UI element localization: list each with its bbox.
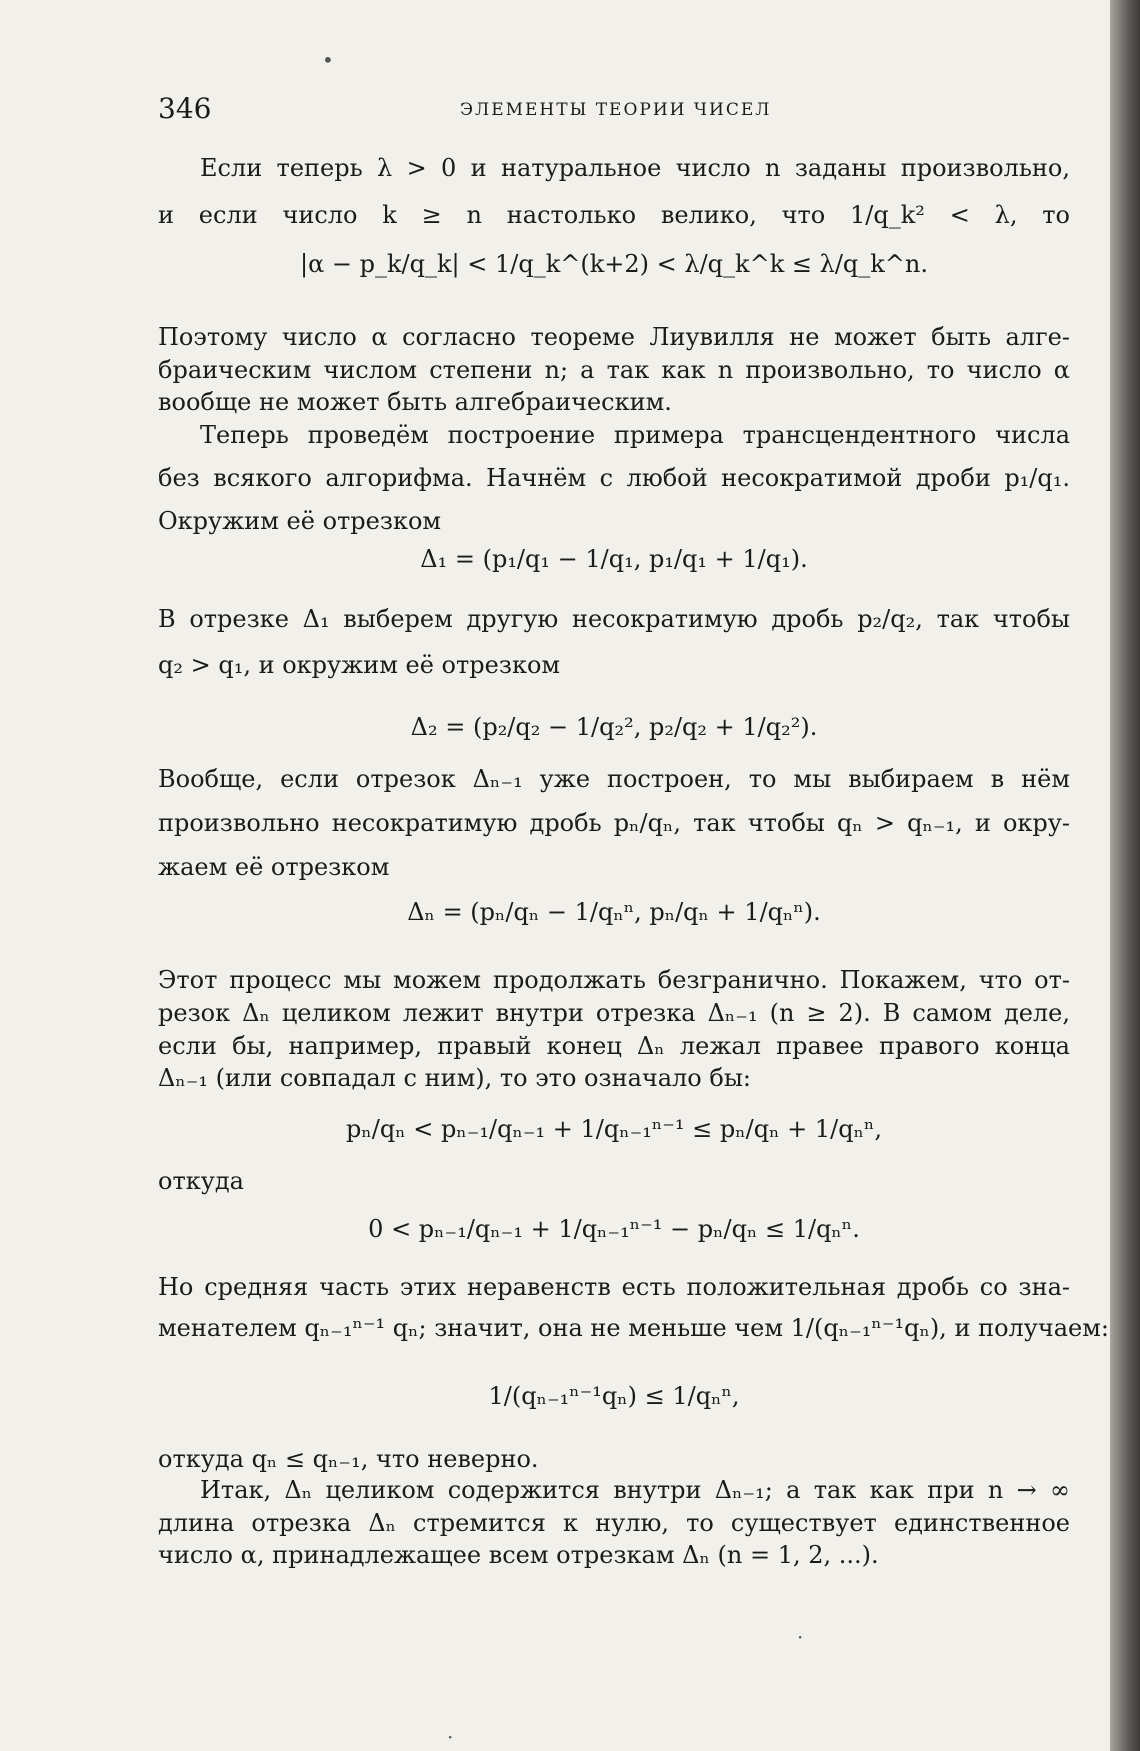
text-line: число α, принадлежащее всем отрезкам Δₙ (n = 1, 2, ...). bbox=[158, 1541, 879, 1569]
text-line: без всякого алгорифма. Начнём с любой несократимой дроби p₁/q₁. bbox=[158, 464, 1070, 492]
text-line: Теперь проведём построение примера трансцендентного числа bbox=[200, 421, 1070, 449]
text-line: произвольно несократимую дробь pₙ/qₙ, так чтобы qₙ > qₙ₋₁, и окру- bbox=[158, 809, 1070, 837]
text-line: Если теперь λ > 0 и натуральное число n заданы произвольно, bbox=[200, 154, 1070, 182]
text-line: жаем её отрезком bbox=[158, 853, 390, 881]
text-line: резок Δₙ целиком лежит внутри отрезка Δₙ₋₁ (n ≥ 2). В самом деле, bbox=[158, 999, 1070, 1027]
text-line: В отрезке Δ₁ выберем другую несократимую дробь p₂/q₂, так чтобы bbox=[158, 605, 1070, 633]
ink-speck: • bbox=[322, 48, 334, 72]
formula-inequality-2: 0 < pₙ₋₁/qₙ₋₁ + 1/qₙ₋₁ⁿ⁻¹ − pₙ/qₙ ≤ 1/qₙⁿ. bbox=[368, 1215, 860, 1243]
formula-delta-n: Δₙ = (pₙ/qₙ − 1/qₙⁿ, pₙ/qₙ + 1/qₙⁿ). bbox=[407, 898, 821, 926]
running-title: ЭЛЕМЕНТЫ ТЕОРИИ ЧИСЕЛ bbox=[460, 100, 772, 120]
text-line: Итак, Δₙ целиком содержится внутри Δₙ₋₁; а так как при n → ∞ bbox=[200, 1476, 1070, 1504]
book-binding-edge bbox=[1110, 0, 1140, 1751]
text-line: Этот процесс мы можем продолжать безгранично. Покажем, что от- bbox=[158, 966, 1070, 994]
text-line: откуда qₙ ≤ qₙ₋₁, что неверно. bbox=[158, 1445, 539, 1473]
formula-delta-2: Δ₂ = (p₂/q₂ − 1/q₂², p₂/q₂ + 1/q₂²). bbox=[410, 713, 818, 741]
formula-inequality-1: pₙ/qₙ < pₙ₋₁/qₙ₋₁ + 1/qₙ₋₁ⁿ⁻¹ ≤ pₙ/qₙ + 1/qₙⁿ, bbox=[346, 1115, 882, 1143]
text-line: Окружим её отрезком bbox=[158, 507, 442, 535]
ink-speck: · bbox=[447, 1725, 454, 1749]
text-line: менателем qₙ₋₁ⁿ⁻¹ qₙ; значит, она не меньше чем 1/(qₙ₋₁ⁿ⁻¹qₙ), и получаем: bbox=[158, 1314, 1110, 1342]
text-line: Δₙ₋₁ (или совпадал с ним), то это означало бы: bbox=[158, 1064, 752, 1092]
text-line: q₂ > q₁, и окружим её отрезком bbox=[158, 651, 561, 679]
text-line: и если число k ≥ n настолько велико, что 1/q_k² < λ, то bbox=[158, 201, 1070, 229]
ink-speck: · bbox=[797, 1625, 804, 1649]
text-line: Но средняя часть этих неравенств есть положительная дробь со зна- bbox=[158, 1273, 1070, 1301]
text-line: Поэтому число α согласно теореме Лиувилля не может быть алге- bbox=[158, 323, 1070, 351]
formula-delta-1: Δ₁ = (p₁/q₁ − 1/q₁, p₁/q₁ + 1/q₁). bbox=[420, 545, 808, 573]
page-number: 346 bbox=[158, 92, 212, 125]
formula-inequality-3: 1/(qₙ₋₁ⁿ⁻¹qₙ) ≤ 1/qₙⁿ, bbox=[488, 1382, 740, 1410]
text-line: браическим числом степени n; а так как n произвольно, то число α bbox=[158, 356, 1070, 384]
text-line: длина отрезка Δₙ стремится к нулю, то существует единственное bbox=[158, 1509, 1070, 1537]
text-line: откуда bbox=[158, 1167, 244, 1195]
text-line: если бы, например, правый конец Δₙ лежал правее правого конца bbox=[158, 1032, 1070, 1060]
text-line: вообще не может быть алгебраическим. bbox=[158, 388, 672, 416]
text-line: Вообще, если отрезок Δₙ₋₁ уже построен, то мы выбираем в нём bbox=[158, 765, 1070, 793]
formula-liouville: |α − p_k/q_k| < 1/q_k^(k+2) < λ/q_k^k ≤ λ/q_k^n. bbox=[299, 250, 929, 278]
page-header bbox=[158, 92, 1070, 132]
